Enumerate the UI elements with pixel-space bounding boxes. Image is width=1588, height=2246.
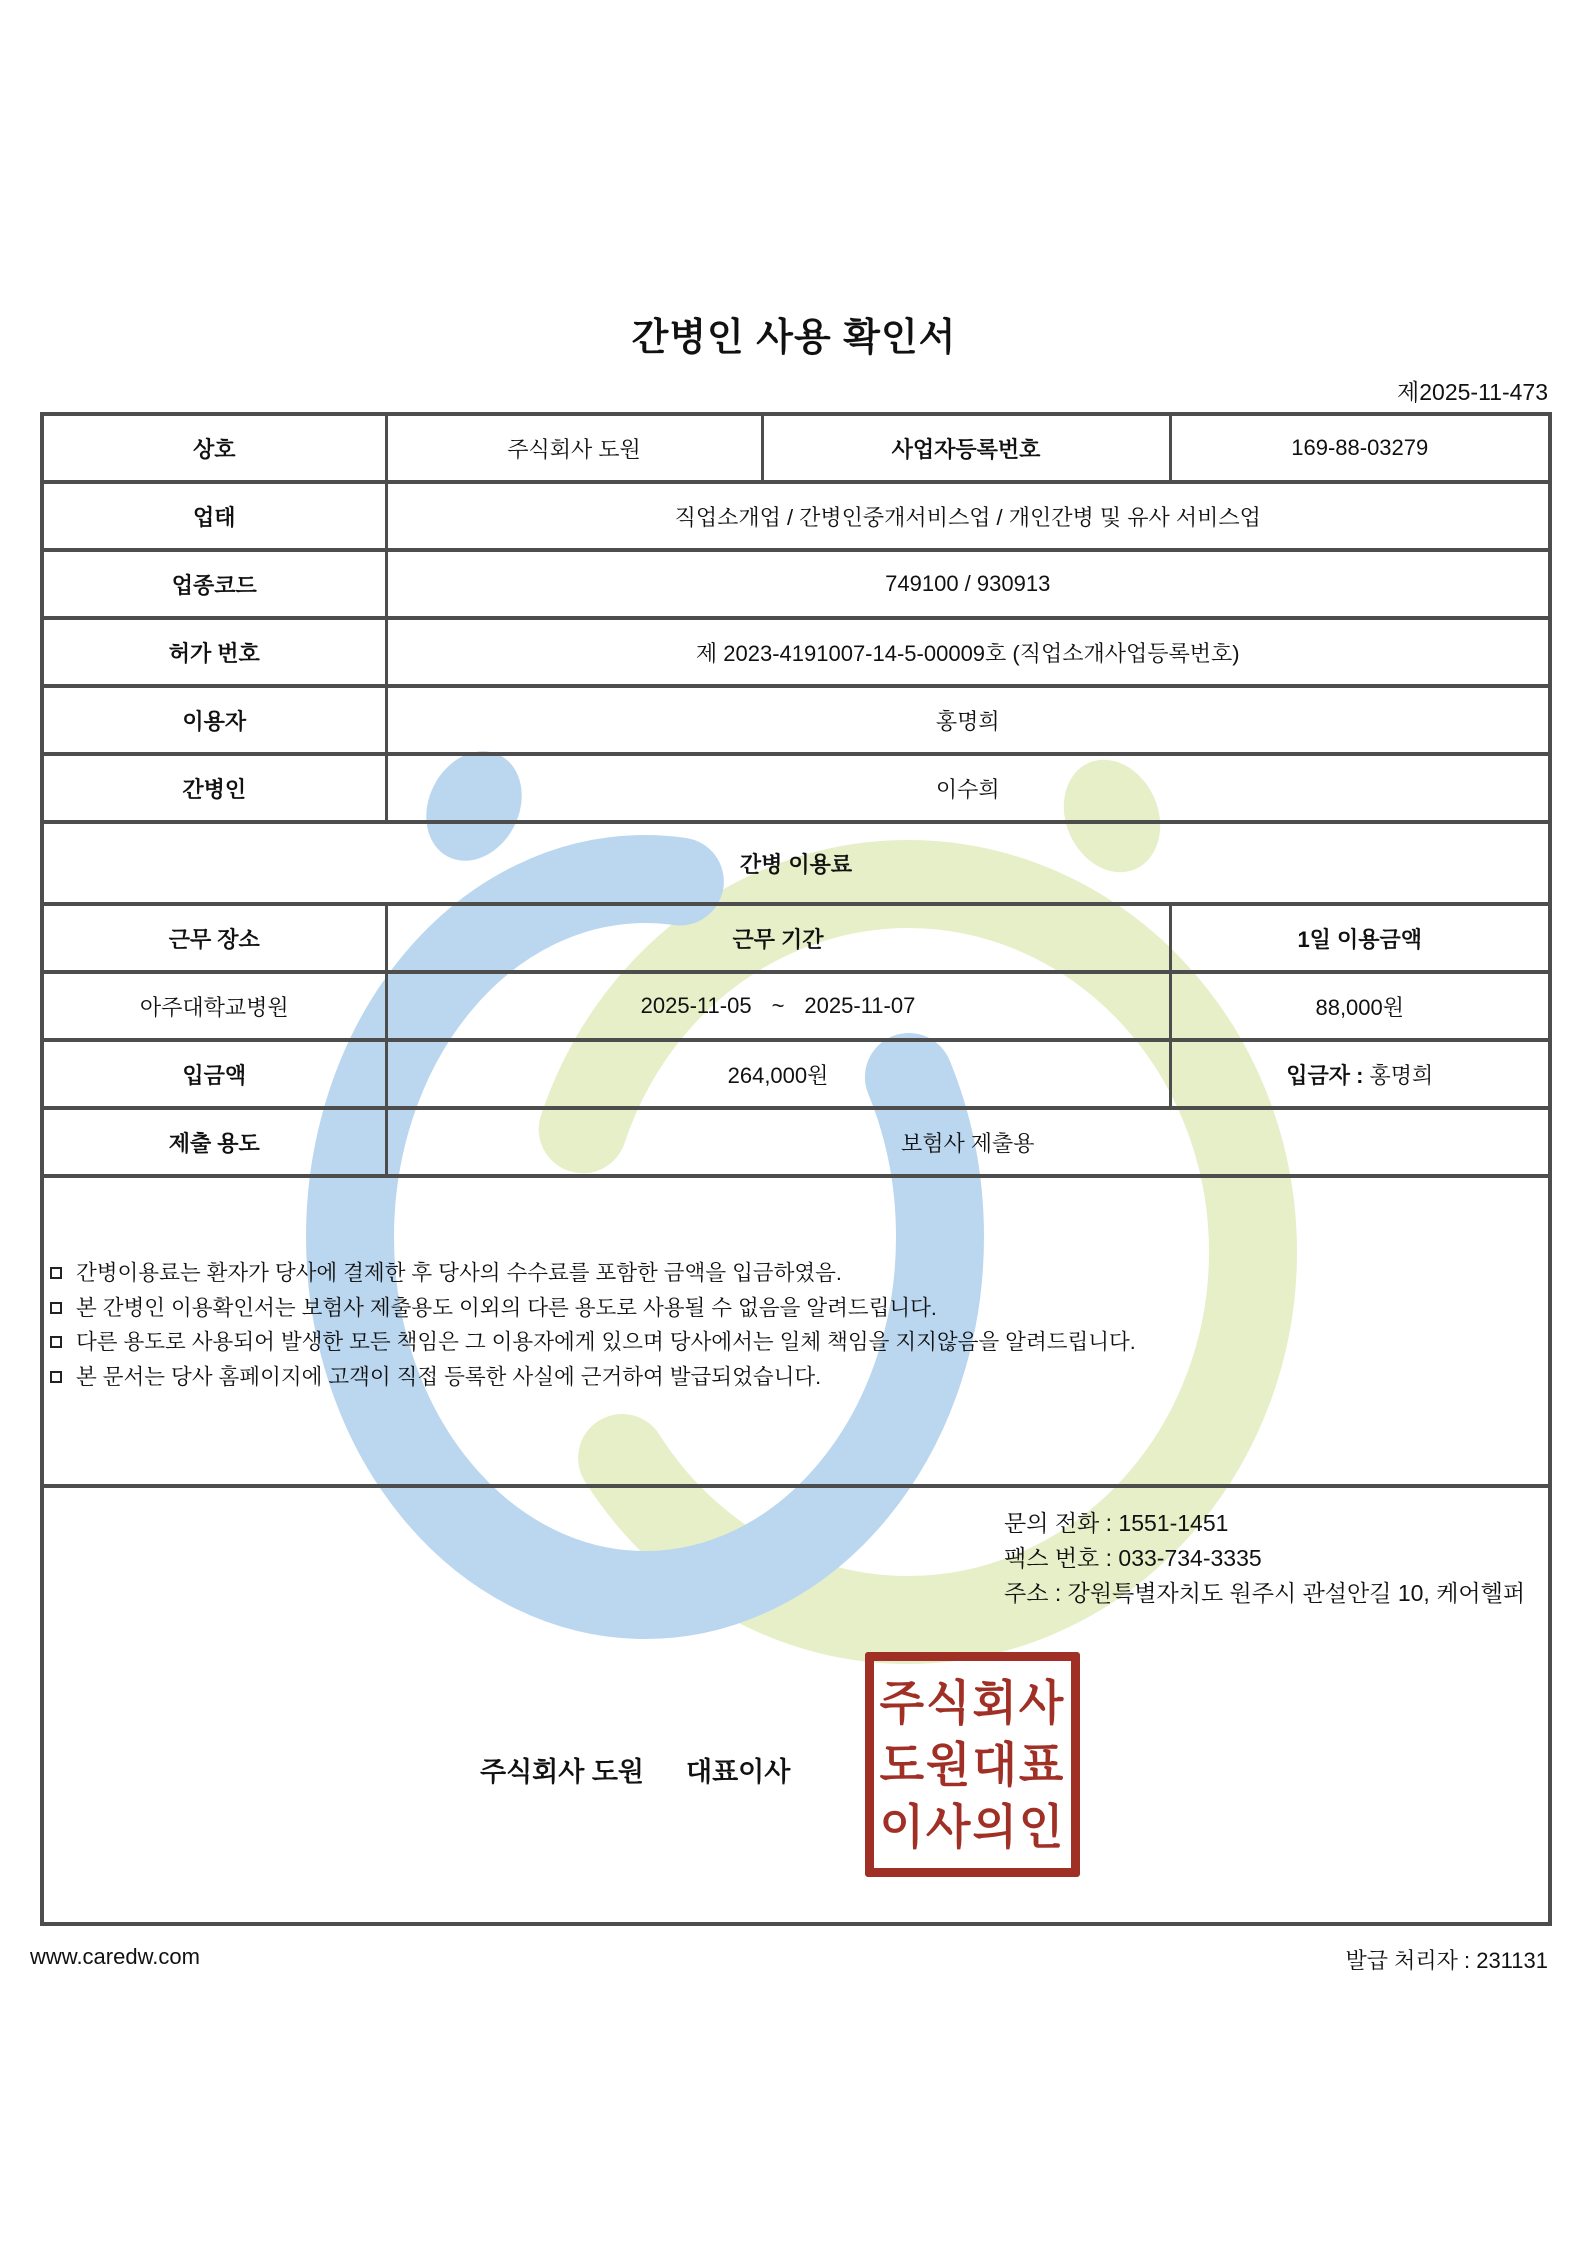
user-value: 홍명희 — [386, 686, 1550, 754]
work-place-value: 아주대학교병원 — [42, 972, 386, 1040]
issuer-id: 발급 처리자 : 231131 — [1345, 1948, 1548, 1973]
notes-row — [42, 1176, 1550, 1486]
note-text: 본 간병인 이용확인서는 보험사 제출용도 이외의 다른 용도로 사용될 수 없음을 알려드립니다. — [76, 1295, 937, 1320]
depositor-label: 입금자 : — [1286, 1062, 1364, 1088]
notes-block — [42, 1176, 1550, 1486]
table-row — [42, 618, 1550, 686]
business-reg-number-value: 169-88-03279 — [1170, 414, 1550, 482]
submission-purpose-value: 보험사 제출용 — [386, 1108, 1550, 1176]
note-item — [50, 1297, 1542, 1319]
industry-code-value: 749100 / 930913 — [386, 550, 1550, 618]
bullet-square-icon — [50, 1371, 62, 1383]
period-start: 2025-11-05 — [640, 993, 752, 1018]
table-row — [42, 550, 1550, 618]
business-reg-number-label: 사업자등록번호 — [762, 414, 1170, 482]
table-row — [42, 414, 1550, 482]
bullet-square-icon — [50, 1336, 62, 1348]
company-name-label: 상호 — [42, 414, 386, 482]
contact-phone: 문의 전화 : 1551-1451 — [1004, 1510, 1229, 1536]
daily-fee-header: 1일 이용금액 — [1170, 904, 1550, 972]
user-label: 이용자 — [42, 686, 386, 754]
fee-header-row — [42, 904, 1550, 972]
contact-fax: 팩스 번호 : 033-734-3335 — [1004, 1545, 1262, 1571]
note-item — [50, 1366, 1542, 1388]
license-number-value: 제 2023-4191007-14-5-00009호 (직업소개사업등록번호) — [386, 618, 1550, 686]
confirmation-table — [40, 412, 1552, 1926]
industry-code-label: 업종코드 — [42, 550, 386, 618]
deposit-row — [42, 1040, 1550, 1108]
table-row — [42, 754, 1550, 822]
fee-section-title: 간병 이용료 — [42, 822, 1550, 904]
fee-data-row — [42, 972, 1550, 1040]
document-number: 제2025-11-473 — [1397, 379, 1548, 405]
deposit-amount-label: 입금액 — [42, 1040, 386, 1108]
signature-row — [42, 1486, 1550, 1924]
stamp-line: 도원대표 — [879, 1737, 1066, 1792]
work-period-header: 근무 기간 — [386, 904, 1170, 972]
note-text: 간병이용료는 환자가 당사에 결제한 후 당사의 수수료를 포함한 금액을 입금하였음. — [76, 1261, 842, 1285]
company-signature-line — [480, 1750, 790, 1789]
note-item — [50, 1331, 1542, 1353]
caregiver-label: 간병인 — [42, 754, 386, 822]
depositor-name: 홍명희 — [1369, 1062, 1434, 1088]
depositor-cell — [1170, 1040, 1550, 1108]
section-header-row — [42, 822, 1550, 904]
table-row — [42, 686, 1550, 754]
business-type-label: 업태 — [42, 482, 386, 550]
company-name-value: 주식회사 도원 — [386, 414, 762, 482]
caregiver-value: 이수희 — [386, 754, 1550, 822]
stamp-line: 이사의인 — [879, 1799, 1066, 1854]
submission-purpose-label: 제출 용도 — [42, 1108, 386, 1176]
note-item — [50, 1262, 1542, 1284]
work-place-header: 근무 장소 — [42, 904, 386, 972]
signature-company-name: 주식회사 도원 — [480, 1757, 644, 1787]
work-period-value — [386, 972, 1170, 1040]
license-number-label: 허가 번호 — [42, 618, 386, 686]
stamp-line: 주식회사 — [879, 1675, 1066, 1730]
deposit-amount-value: 264,000원 — [386, 1040, 1170, 1108]
note-text: 다른 용도로 사용되어 발생한 모든 책임은 그 이용자에게 있으며 당사에서는 일체 책임을 지지않음을 알려드립니다. — [76, 1330, 1136, 1354]
table-row — [42, 482, 1550, 550]
period-end: 2025-11-07 — [804, 993, 916, 1018]
business-type-value: 직업소개업 / 간병인중개서비스업 / 개인간병 및 유사 서비스업 — [386, 482, 1550, 550]
website-url: www.caredw.com — [30, 1944, 200, 1969]
bullet-square-icon — [50, 1302, 62, 1314]
daily-fee-value: 88,000원 — [1170, 972, 1550, 1040]
signature-block — [42, 1486, 1550, 1924]
contact-address: 주소 : 강원특별자치도 원주시 관설안길 10, 케어헬퍼 — [1004, 1580, 1526, 1606]
note-text: 본 문서는 당사 홈페이지에 고객이 직접 등록한 사실에 근거하여 발급되었습니다. — [76, 1364, 822, 1389]
corporate-seal-stamp — [865, 1652, 1080, 1877]
page-title: 간병인 사용 확인서 — [631, 317, 957, 359]
signature-ceo-title: 대표이사 — [686, 1757, 791, 1787]
purpose-row — [42, 1108, 1550, 1176]
contact-info — [1004, 1506, 1525, 1611]
period-separator: ~ — [771, 993, 785, 1018]
bullet-square-icon — [50, 1267, 62, 1279]
